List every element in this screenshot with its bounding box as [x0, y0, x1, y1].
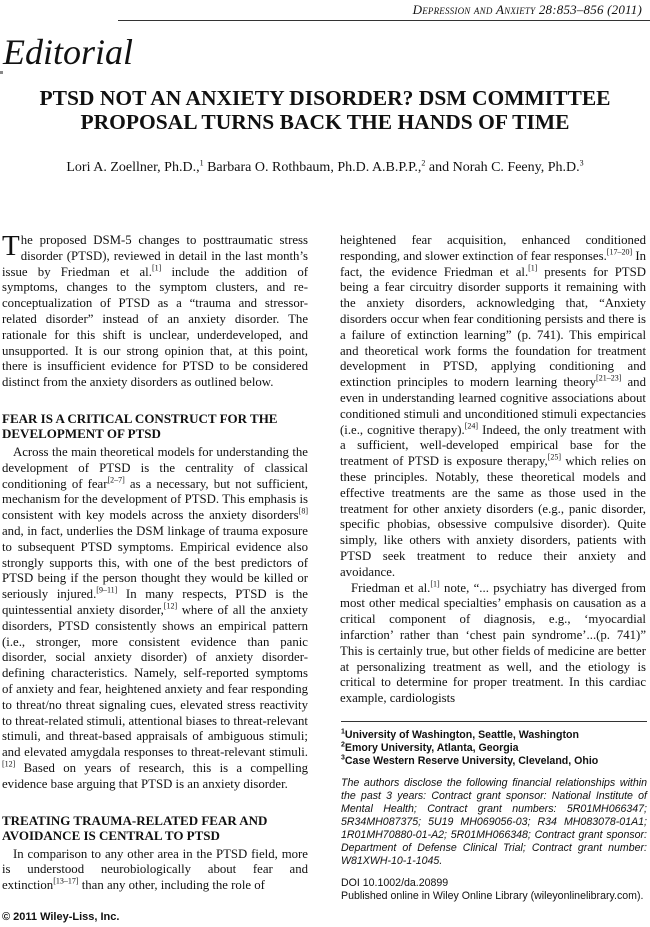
citation-ref: [12]	[2, 759, 16, 769]
text-run: where of all the anxiety disorders, PTSD consistently shows an empirical pattern (i.e., stronger, more consistent evidence than panic disorder, social anxiety disorder) of anxiety disorder-defining characteristics. Namely, self-reported symptoms of anxiety and fear, heightened anxiety and fear responding to threat/no threat signaling cues, elevated stress reactivity to threat-related stimuli, attentional biases to threat-relevant stimuli, and threat-based appraisals of ambiguous stimuli; and elevated amygdala responses to threat-relevant stimuli.	[2, 602, 308, 760]
affiliation-3	[341, 755, 647, 768]
citation-ref: [2–7]	[107, 475, 125, 485]
citation-ref: [17–20]	[606, 247, 633, 257]
text-run: note, “... psychiatry has diverged from most other medical specialties’ emphasis on causation as a critical component of diagnosis, e.g., ‘myocardial infarction’ rather than ‘chest pain syndrome’...(p. 741)” This is certainly true, but other fields of medicine are better at personalizing treatment as well, and the etiology is critical to determine for proper treatment. In this cardiac example, cardiologists	[340, 580, 646, 706]
right-column	[340, 233, 646, 707]
citation-ref: [1]	[151, 263, 162, 273]
author-1-affiliation: 1	[199, 158, 204, 168]
author-3: and Norah C. Feeny, Ph.D.	[428, 160, 580, 175]
paragraph-treatment	[2, 847, 308, 894]
disclosure-lead: The authors disclose the following financial relationships within the past 3 years:	[341, 777, 647, 802]
affiliation-3-text: Case Western Reserve University, Cleveland, Ohio	[344, 755, 599, 767]
affiliation-1	[341, 729, 647, 742]
section-label: Editorial	[3, 30, 137, 74]
disclosure-statement	[341, 777, 647, 868]
paragraph-treatment-continued	[340, 233, 646, 581]
affiliation-2-text: Emory University, Atlanta, Georgia	[344, 742, 519, 754]
author-list	[0, 160, 650, 176]
text-run: and, in fact, underlies the DSM linkage of trauma exposure to subsequent PTSD symptoms. Empirical evidence also strongly supports this, with one of the best predictors of PTSD being if the person thought they would be killed or seriously injured.	[2, 523, 308, 602]
citation-ref: [1]	[430, 579, 440, 589]
article-title	[0, 86, 650, 134]
text-run: Indeed, the only treatment with a sufficient, well-developed empirical base for the treatment of PTSD is exposure therapy,	[340, 422, 646, 469]
text-run: In fact, the evidence Friedman et al.	[340, 248, 646, 279]
author-2: Barbara O. Rothbaum, Ph.D. A.B.P.P.,	[207, 160, 422, 175]
affiliation-2-number: 2	[341, 741, 345, 749]
journal-letter-d: D	[412, 2, 423, 17]
affiliation-2	[341, 742, 647, 755]
doi: DOI 10.1002/da.20899	[341, 877, 449, 889]
text-run: heightened fear acquisition, enhanced conditioned responding, and slower extinction of fear responses.	[340, 233, 646, 263]
section-heading-fear: FEAR IS A CRITICAL CONSTRUCT FOR THE DEVELOPMENT OF PTSD	[2, 410, 278, 441]
copyright-notice: © 2011 Wiley-Liss, Inc.	[2, 911, 120, 923]
text-run: In many respects, PTSD is the quintessential anxiety disorder,	[2, 587, 308, 617]
paragraph-fear	[2, 445, 308, 793]
title-line-1: PTSD NOT AN ANXIETY DISORDER? DSM COMMITTEE	[39, 86, 611, 110]
author-1: Lori A. Zoellner, Ph.D.,	[66, 160, 200, 175]
citation-ref: [24]	[464, 421, 479, 431]
citation-ref: [12]	[163, 601, 178, 611]
section-heading-treatment: TREATING TRAUMA-RELATED FEAR AND AVOIDANCE IS CENTRAL TO PTSD	[2, 812, 268, 843]
drop-cap: T	[2, 230, 20, 262]
paragraph-causation	[340, 581, 646, 707]
disclosure-body: Contract grant sponsor: National Institute of Mental Health; Contract grant numbers: 5R01MH066347; 5R34MH087375; 5U19 MH069056-03; R34 MH083078-01A1; 1R01MH70880-01-A2; 5R01MH066348; Contract grant sponsor: Department of Defense Clinical Trial; Contract grant number: W81XWH-10-1-1045.	[341, 790, 647, 867]
journal-word-anxiety: nxiety	[504, 2, 536, 17]
text-run: Friedman et al.	[351, 580, 431, 595]
text-run: Across the main theoretical models for understanding the development of PTSD is the centrality of classical conditioning of fear	[2, 444, 308, 491]
text-run: presents for PTSD being a fear circuitry disorder supports it remaining with the anxiety disorders, acknowledging that, “Anxiety disorders occur when fear conditioning persists and there is a failure of extinction learning” (p. 741). This empirical and theoretical work forms the foundation for treatment development in PTSD, applying conditioning and extinction principles to modern learning theory	[340, 264, 646, 390]
header-rule	[118, 20, 650, 21]
citation-ref: [13–17]	[53, 876, 79, 886]
text-run: he proposed DSM-5 changes to posttraumatic stress disorder (PTSD), reviewed in detail in the last month’s issue by Friedman et al.	[2, 233, 308, 279]
citation-ref: [9–11]	[96, 585, 118, 595]
author-3-affiliation: 3	[579, 158, 584, 168]
publication-note: Published online in Wiley Online Library (wileyonlinelibrary.com).	[341, 890, 644, 902]
title-line-2: PROPOSAL TURNS BACK THE HANDS OF TIME	[80, 110, 570, 134]
left-column	[2, 230, 308, 894]
text-run: include the addition of symptoms, changes to the symptom clusters, and re-conceptualization of PTSD as a “trauma and stressor-related disorder” instead of an anxiety disorder. The rationale for this shift is unclear, underdeveloped, and unsupported. It is our strong opinion that, at this point, there is insufficient evidence for PTSD to be considered distinct from the anxiety disorders as outlined below.	[2, 264, 308, 390]
text-run: and even in understanding learned cognitive associations about conditioned stimuli and unconditioned stimuli expectancies (i.e., cognitive therapy).	[340, 375, 646, 437]
text-run: Based on years of research, this is a compelling evidence base arguing that PTSD is an anxiety disorder.	[2, 760, 308, 791]
affiliation-1-text: University of Washington, Seattle, Washington	[344, 729, 579, 741]
journal-letter-a: A	[495, 2, 505, 17]
paragraph-intro	[2, 230, 308, 391]
journal-word-depression: epression and	[422, 2, 496, 17]
footnote-block	[341, 721, 647, 903]
author-2-affiliation: 2	[421, 158, 426, 168]
text-run: than any other, including the role of	[78, 878, 265, 893]
citation-ref: [25]	[547, 452, 562, 462]
citation-ref: [8]	[298, 506, 308, 516]
text-run: which relies on these principles. Notably, these theoretical models and effective treatments are the same as those used in the treatment for other anxiety disorders (e.g., panic disorder, specific phobias, obsessive compulsive disorder). Quite simply, like others with anxiety disorders, patients with PTSD seek treatment to reduce their anxiety and avoidance.	[340, 454, 646, 579]
text-run: In comparison to any other area in the PTSD field, more is understood neurobiologically about fear and extinction	[2, 846, 308, 893]
affiliation-1-number: 1	[341, 728, 345, 736]
affiliation-3-number: 3	[341, 754, 345, 762]
journal-header	[413, 2, 642, 18]
citation-ref: [1]	[528, 263, 538, 273]
citation-ref: [21–23]	[596, 373, 622, 383]
text-run: as a necessary, but not sufficient, mechanism for the development of PTSD. This emphasis is consistent with key models across the anxiety disorders	[2, 476, 308, 523]
journal-name	[413, 2, 536, 17]
journal-citation: 28:853–856 (2011)	[538, 2, 642, 17]
